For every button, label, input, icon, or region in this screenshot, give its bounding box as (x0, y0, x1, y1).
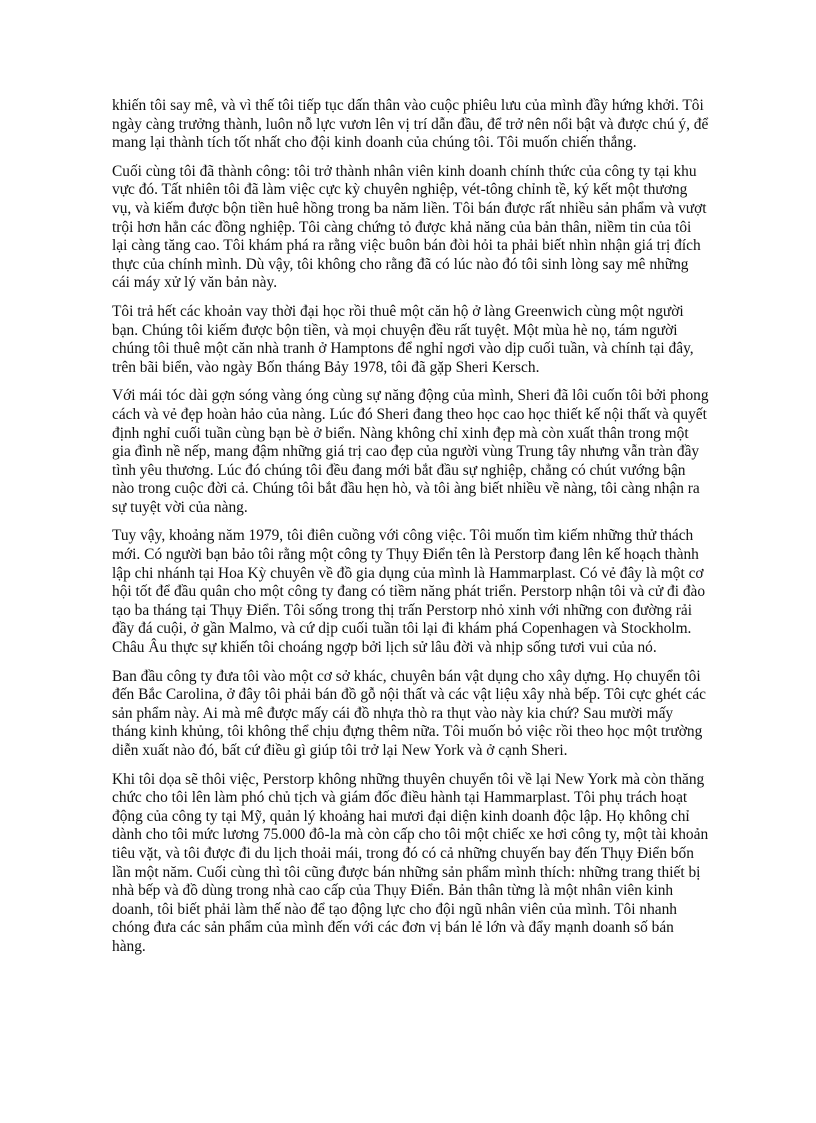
paragraph-1: khiến tôi say mê, và vì thế tôi tiếp tục dấn thân vào cuộc phiêu lưu của mình đầy hứng khởi. Tôi ngày càng trưởng thành, luôn nỗ lực vươn lên vị trí dẫn đầu, để trở nên nổi bật và được chú ý, để mang lại thành tích tốt nhất cho đội kinh doanh của chúng tôi. Tôi muốn chiến thắng. (112, 97, 709, 152)
document-page (112, 97, 709, 967)
paragraph-4: Với mái tóc dài gợn sóng vàng óng cùng sự năng động của mình, Sheri đã lôi cuốn tôi bởi phong cách và vẻ đẹp hoàn hảo của nàng. Lúc đó Sheri đang theo học cao học thiết kế nội thất và quyết định nghỉ cuối tuần cùng bạn bè ở biển. Nàng không chỉ xinh đẹp mà còn xuất thân trong một gia đình nề nếp, mang đậm những giá trị cao đẹp của người vùng Trung tây nhưng vẫn tràn đầy tình yêu thương. Lúc đó chúng tôi đều đang mới bắt đầu sự nghiệp, chẳng có chút vướng bận nào trong cuộc đời cả. Chúng tôi bắt đầu hẹn hò, và tôi àng biết nhiều về nàng, tôi càng nhận ra sự tuyệt vời của nàng. (112, 387, 709, 516)
paragraph-7: Khi tôi dọa sẽ thôi việc, Perstorp không những thuyên chuyển tôi về lại New York mà còn thăng chức cho tôi lên làm phó chủ tịch và giám đốc điều hành tại Hammarplast. Tôi phụ trách hoạt động của công ty tại Mỹ, quản lý khoảng hai mươi đại diện kinh doanh độc lập. Họ không chỉ dành cho tôi mức lương 75.000 đô-la mà còn cấp cho tôi một chiếc xe hơi công ty, một tài khoản tiêu vặt, và tôi được đi du lịch thoải mái, trong đó có cả những chuyến bay đến Thụy Điển bốn lần một năm. Cuối cùng thì tôi cũng được bán những sản phẩm mình thích: những trang thiết bị nhà bếp và đồ dùng trong nhà cao cấp của Thụy Điển. Bản thân từng là một nhân viên kinh doanh, tôi biết phải làm thế nào để tạo động lực cho đội ngũ nhân viên của mình. Tôi nhanh chóng đưa các sản phẩm của mình đến với các đơn vị bán lẻ lớn và đẩy mạnh doanh số bán hàng. (112, 770, 709, 955)
paragraph-2: Cuối cùng tôi đã thành công: tôi trở thành nhân viên kinh doanh chính thức của công ty tại khu vực đó. Tất nhiên tôi đã làm việc cực kỳ chuyên nghiệp, vét-tông chỉnh tề, ký kết một thương vụ, và kiếm được bộn tiền huê hồng trong ba năm liền. Tôi bán được rất nhiều sản phẩm và vượt trội hơn hẳn các đồng nghiệp. Tôi càng chứng tỏ được khả năng của bản thân, niềm tin của tôi lại càng tăng cao. Tôi khám phá ra rằng việc buôn bán đòi hỏi ta phải biết nhìn nhận giá trị đích thực của chính mình. Dù vậy, tôi không cho rằng đã có lúc nào đó tôi sinh lòng say mê những cái máy xử lý văn bản này. (112, 162, 707, 292)
paragraph-5: Tuy vậy, khoảng năm 1979, tôi điên cuồng với công việc. Tôi muốn tìm kiếm những thử thách mới. Có người bạn bảo tôi rằng một công ty Thụy Điển tên là Perstorp đang lên kế hoạch thành lập chi nhánh tại Hoa Kỳ chuyên về đồ gia dụng của mình là Hammarplast. Có vẻ đây là một cơ hội tốt để đầu quân cho một công ty đang có tiềm năng phát triển. Perstorp nhận tôi và cử đi đào tạo ba tháng tại Thụy Điển. Tôi sống trong thị trấn Perstorp nhỏ xinh với những con đường rải đầy đá cuội, ở gần Malmo, và cứ dịp cuối tuần tôi lại đi khám phá Copenhagen và Stockholm. Châu Âu thực sự khiến tôi choáng ngợp bởi lịch sử lâu đời và nhịp sống tươi vui của nó. (112, 527, 706, 657)
paragraph-6: Ban đầu công ty đưa tôi vào một cơ sở khác, chuyên bán vật dụng cho xây dựng. Họ chuyển tôi đến Bắc Carolina, ở đây tôi phải bán đồ gỗ nội thất và các vật liệu xây nhà bếp. Tôi cực ghét các sản phẩm này. Ai mà mê được mấy cái đồ nhựa thò ra thụt vào này kia chứ? Sau mười mấy tháng kinh khủng, tôi không thể chịu đựng thêm nữa. Tôi muốn bỏ việc rồi theo học một trường diễn xuất nào đó, bất cứ điều gì giúp tôi trở lại New York và ở cạnh Sheri. (112, 667, 706, 759)
paragraph-3: Tôi trả hết các khoản vay thời đại học rồi thuê một căn hộ ở làng Greenwich cùng một người bạn. Chúng tôi kiếm được bộn tiền, và mọi chuyện đều rất tuyệt. Một mùa hè nọ, tám người chúng tôi thuê một căn nhà tranh ở Hamptons để nghỉ ngơi vào dịp cuối tuần, và chính tại đây, trên bãi biển, vào ngày Bốn tháng Bảy 1978, tôi đã gặp Sheri Kersch. (112, 302, 694, 376)
